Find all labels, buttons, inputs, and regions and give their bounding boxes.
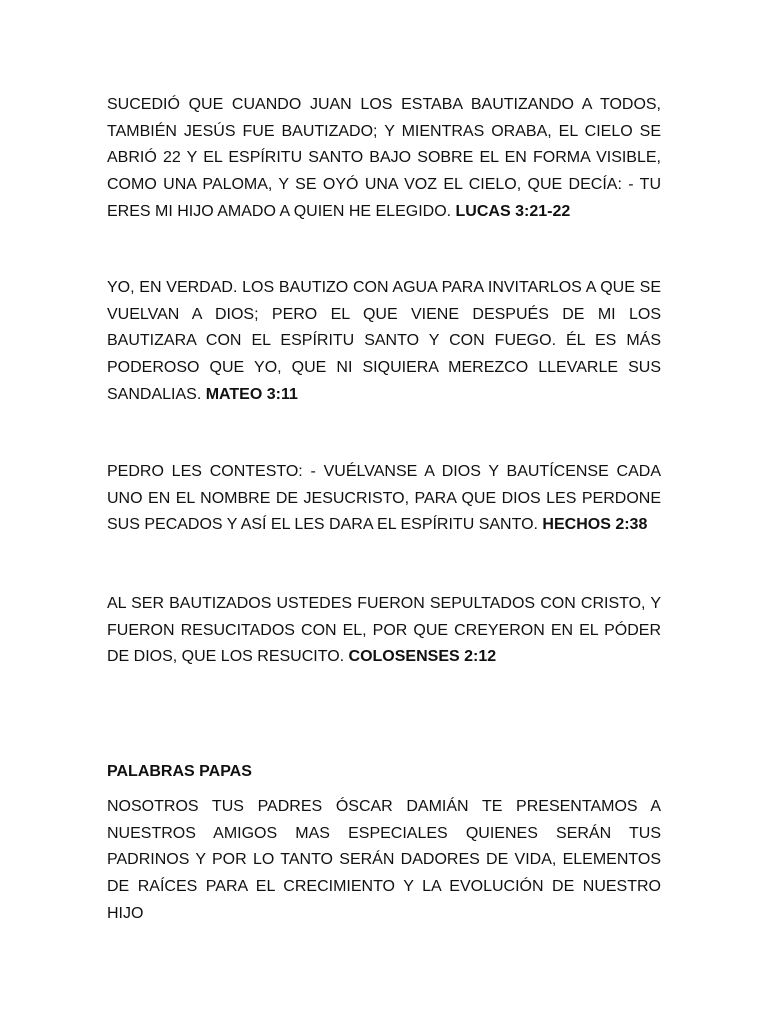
verse-paragraph-colosenses <box>107 591 661 671</box>
parents-words-paragraph: NOSOTROS TUS PADRES ÓSCAR DAMIÁN TE PRESENTAMOS A NUESTROS AMIGOS MAS ESPECIALES QUIENES SERÁN TUS PADRINOS Y POR LO TANTO SERÁN DADORES DE VIDA, ELEMENTOS DE RAÍCES PARA EL CRECIMIENTO Y LA EVOLUCIÓN DE NUESTRO HIJO <box>107 798 661 922</box>
verse-paragraph-lucas <box>107 92 661 226</box>
verse-reference: MATEO 3:11 <box>205 385 298 403</box>
verse-paragraph-mateo <box>107 275 661 409</box>
verse-text: SUCEDIÓ QUE CUANDO JUAN LOS ESTABA BAUTIZANDO A TODOS, TAMBIÉN JESÚS FUE BAUTIZADO; Y MIENTRAS ORABA, EL CIELO SE ABRIÓ 22 Y EL ESPÍRITU SANTO BAJO SOBRE EL EN FORMA VISIBLE, COMO UNA PALOMA, Y SE OYÓ UNA VOZ EL CIELO, QUE DECÍA: - TU ERES MI HIJO AMADO A QUIEN HE ELEGIDO. <box>107 96 661 220</box>
verse-reference: LUCAS 3:21-22 <box>455 202 571 220</box>
verse-reference: COLOSENSES 2:12 <box>348 648 497 666</box>
verse-text: PEDRO LES CONTESTO: - VUÉLVANSE A DIOS Y BAUTÍCENSE CADA UNO EN EL NOMBRE DE JESUCRISTO, PARA QUE DIOS LES PERDONE SUS PECADOS Y ASÍ EL LES DARA EL ESPÍRITU SANTO. <box>107 463 661 534</box>
verse-text: YO, EN VERDAD. LOS BAUTIZO CON AGUA PARA INVITARLOS A QUE SE VUELVAN A DIOS; PERO EL QUE VIENE DESPUÉS DE MI LOS BAUTIZARA CON EL ESPÍRITU SANTO Y CON FUEGO. ÉL ES MÁS PODEROSO QUE YO, QUE NI SIQUIERA MEREZCO LLEVARLE SUS SANDALIAS. <box>107 279 661 403</box>
section-heading: PALABRAS PAPAS <box>107 763 252 780</box>
verse-paragraph-hechos <box>107 459 661 539</box>
verse-text: AL SER BAUTIZADOS USTEDES FUERON SEPULTADOS CON CRISTO, Y FUERON RESUCITADOS CON EL, POR QUE CREYERON EN EL PÓDER DE DIOS, QUE LOS RESUCITO. <box>107 595 661 666</box>
verse-reference: HECHOS 2:38 <box>542 516 648 534</box>
